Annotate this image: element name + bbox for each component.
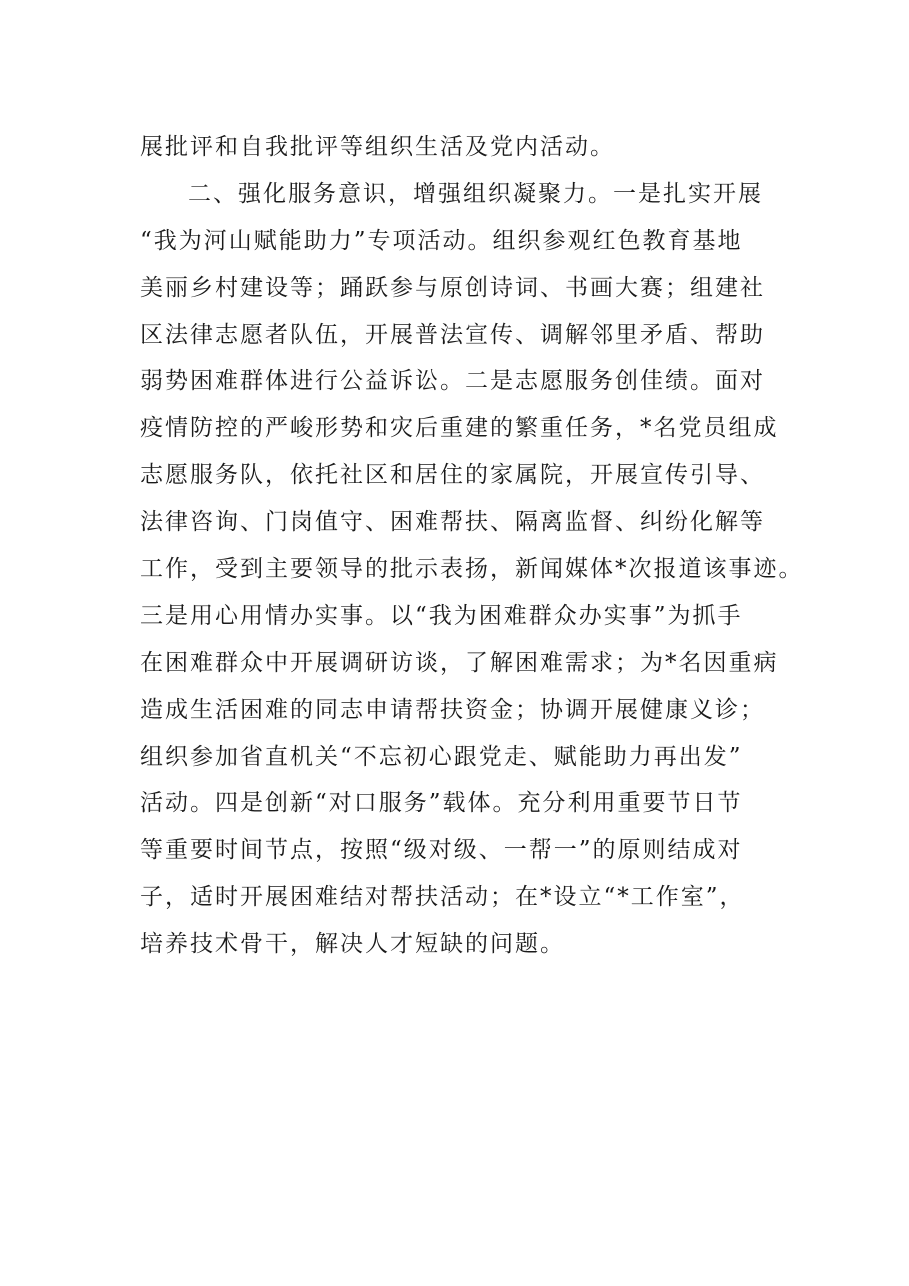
text-line: 在困难群众中开展调研访谈，了解困难需求；为*名因重病: [140, 649, 779, 676]
section-heading-line: 二、强化服务意识，增强组织凝聚力。一是扎实开展: [188, 180, 763, 207]
text-line: 展批评和自我批评等组织生活及党内活动。: [140, 134, 615, 160]
text-line: 疫情防控的严峻形势和灾后重建的繁重任务，*名党员组成: [140, 415, 779, 442]
text-line: 组织参加省直机关“不忘初心跟党走、赋能助力再出发”: [140, 743, 743, 770]
text-line: 三是用心用情办实事。以“我为困难群众办实事”为抓手: [140, 602, 743, 629]
text-line: 弱势困难群体进行公益诉讼。二是志愿服务创佳绩。面对: [140, 368, 765, 395]
text-line: 志愿服务队，依托社区和居住的家属院，开展宣传引导、: [140, 462, 765, 489]
text-line: 法律咨询、门岗值守、困难帮扶、隔离监督、纠纷化解等: [140, 509, 765, 536]
text-line: 美丽乡村建设等；踊跃参与原创诗词、书画大赛；组建社: [140, 274, 765, 301]
text-line: 培养技术骨干，解决人才短缺的问题。: [140, 931, 565, 958]
text-line: 区法律志愿者队伍，开展普法宣传、调解邻里矛盾、帮助: [140, 321, 765, 348]
text-line: 等重要时间节点，按照“级对级、一帮一”的原则结成对: [140, 837, 743, 864]
body-text: [140, 124, 840, 968]
text-line: 工作，受到主要领导的批示表扬，新闻媒体*次报道该事迹。: [140, 556, 804, 583]
text-line: “我为河山赋能助力”专项活动。组织参观红色教育基地: [140, 227, 743, 254]
text-line: 子，适时开展困难结对帮扶活动；在*设立“*工作室”，: [140, 884, 745, 911]
text-line: 活动。四是创新“对口服务”载体。充分利用重要节日节: [140, 790, 743, 817]
text-line: 造成生活困难的同志申请帮扶资金；协调开展健康义诊；: [140, 696, 765, 723]
